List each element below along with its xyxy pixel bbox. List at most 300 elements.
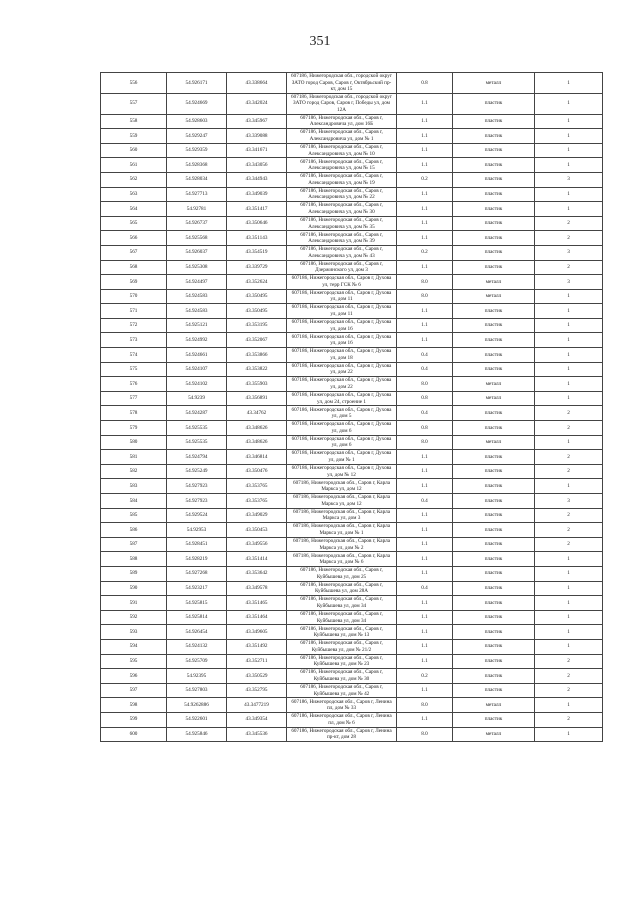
container-count-cell: 3 bbox=[535, 494, 603, 509]
container-volume-cell: 1.1 bbox=[397, 552, 453, 567]
table-row bbox=[101, 625, 603, 640]
row-number-cell: 562 bbox=[101, 172, 167, 187]
latitude-cell: 54.924661 bbox=[167, 348, 227, 363]
container-volume-cell: 1.1 bbox=[397, 333, 453, 348]
address-cell: 607186, Нижегородская обл., Саров г, Духова ул, дом 18 bbox=[287, 348, 397, 363]
address-cell: 607186, Нижегородская обл., Саров г, Духова ул, терр ГСК № 6 bbox=[287, 275, 397, 290]
longitude-cell: 43.34762 bbox=[227, 406, 287, 421]
row-number-cell: 577 bbox=[101, 391, 167, 406]
table-row bbox=[101, 669, 603, 684]
longitude-cell: 43.346814 bbox=[227, 450, 287, 465]
latitude-cell: 54.927803 bbox=[167, 683, 227, 698]
table-row bbox=[101, 289, 603, 304]
container-volume-cell: 1.1 bbox=[397, 187, 453, 202]
latitude-cell: 54.927268 bbox=[167, 566, 227, 581]
container-material-cell: пластик bbox=[453, 187, 535, 202]
container-volume-cell: 1.1 bbox=[397, 610, 453, 625]
address-cell: 607186, Нижегородская обл., Саров г, Александровича ул, дом № 22 bbox=[287, 187, 397, 202]
table-row bbox=[101, 304, 603, 319]
latitude-cell: 54.929359 bbox=[167, 143, 227, 158]
longitude-cell: 43.345536 bbox=[227, 727, 287, 742]
container-count-cell: 1 bbox=[535, 566, 603, 581]
container-material-cell: пластик bbox=[453, 245, 535, 260]
latitude-cell: 54.929247 bbox=[167, 129, 227, 144]
address-cell: 607186, Нижегородская обл., Саров г, Духова ул, дом 22 bbox=[287, 362, 397, 377]
longitude-cell: 43.351492 bbox=[227, 639, 287, 654]
longitude-cell: 43.349578 bbox=[227, 581, 287, 596]
container-count-cell: 2 bbox=[535, 450, 603, 465]
row-number-cell: 597 bbox=[101, 683, 167, 698]
table-row bbox=[101, 712, 603, 727]
container-count-cell: 2 bbox=[535, 231, 603, 246]
container-material-cell: пластик bbox=[453, 566, 535, 581]
table-row bbox=[101, 639, 603, 654]
table-row bbox=[101, 158, 603, 173]
container-count-cell: 2 bbox=[535, 508, 603, 523]
table-row bbox=[101, 727, 603, 742]
table-row bbox=[101, 143, 603, 158]
container-material-cell: пластик bbox=[453, 406, 535, 421]
container-count-cell: 1 bbox=[535, 187, 603, 202]
longitude-cell: 43.349039 bbox=[227, 187, 287, 202]
longitude-cell: 43.348626 bbox=[227, 435, 287, 450]
longitude-cell: 43.353642 bbox=[227, 566, 287, 581]
container-material-cell: пластик bbox=[453, 450, 535, 465]
address-cell: 607186, Нижегородская обл., Саров г, Александровича ул, дом № 30 bbox=[287, 202, 397, 217]
longitude-cell: 43.349605 bbox=[227, 625, 287, 640]
container-volume-cell: 1.1 bbox=[397, 654, 453, 669]
table-row bbox=[101, 464, 603, 479]
container-material-cell: пластик bbox=[453, 333, 535, 348]
container-volume-cell: 1.1 bbox=[397, 537, 453, 552]
container-material-cell: пластик bbox=[453, 596, 535, 611]
container-volume-cell: 0.4 bbox=[397, 581, 453, 596]
latitude-cell: 54.928368 bbox=[167, 158, 227, 173]
container-volume-cell: 1.1 bbox=[397, 479, 453, 494]
row-number-cell: 579 bbox=[101, 421, 167, 436]
container-volume-cell: 0.8 bbox=[397, 73, 453, 94]
row-number-cell: 576 bbox=[101, 377, 167, 392]
latitude-cell: 54.925308 bbox=[167, 260, 227, 275]
row-number-cell: 558 bbox=[101, 114, 167, 129]
container-volume-cell: 0.8 bbox=[397, 391, 453, 406]
longitude-cell: 43.3477219 bbox=[227, 698, 287, 713]
container-volume-cell: 1.1 bbox=[397, 318, 453, 333]
container-material-cell: пластик bbox=[453, 494, 535, 509]
latitude-cell: 54.925535 bbox=[167, 435, 227, 450]
table-row bbox=[101, 231, 603, 246]
container-material-cell: металл bbox=[453, 727, 535, 742]
latitude-cell: 54.926454 bbox=[167, 625, 227, 640]
latitude-cell: 54.924132 bbox=[167, 639, 227, 654]
container-material-cell: пластик bbox=[453, 231, 535, 246]
latitude-cell: 54.924497 bbox=[167, 275, 227, 290]
longitude-cell: 43.352067 bbox=[227, 333, 287, 348]
address-cell: 607186, Нижегородская обл., Саров г, Александровича ул, дом № 39 bbox=[287, 231, 397, 246]
container-volume-cell: 0.4 bbox=[397, 406, 453, 421]
table-row bbox=[101, 318, 603, 333]
row-number-cell: 600 bbox=[101, 727, 167, 742]
container-volume-cell: 1.1 bbox=[397, 450, 453, 465]
row-number-cell: 588 bbox=[101, 552, 167, 567]
address-cell: 607186, Нижегородская обл., Саров г, Карла Маркса ул, дом № 6 bbox=[287, 552, 397, 567]
container-material-cell: металл bbox=[453, 289, 535, 304]
address-cell: 607186, Нижегородская обл., Саров г, Куйбышева ул, дом № 30 bbox=[287, 669, 397, 684]
container-material-cell: пластик bbox=[453, 552, 535, 567]
latitude-cell: 54.9239 bbox=[167, 391, 227, 406]
container-count-cell: 2 bbox=[535, 537, 603, 552]
container-volume-cell: 1.1 bbox=[397, 712, 453, 727]
row-number-cell: 575 bbox=[101, 362, 167, 377]
table-row bbox=[101, 610, 603, 625]
container-volume-cell: 1.1 bbox=[397, 231, 453, 246]
row-number-cell: 581 bbox=[101, 450, 167, 465]
container-volume-cell: 8.0 bbox=[397, 275, 453, 290]
table-row bbox=[101, 260, 603, 275]
row-number-cell: 591 bbox=[101, 596, 167, 611]
table-row bbox=[101, 187, 603, 202]
container-volume-cell: 1.1 bbox=[397, 114, 453, 129]
row-number-cell: 590 bbox=[101, 581, 167, 596]
longitude-cell: 43.351143 bbox=[227, 231, 287, 246]
longitude-cell: 43.343056 bbox=[227, 158, 287, 173]
row-number-cell: 564 bbox=[101, 202, 167, 217]
container-count-cell: 1 bbox=[535, 698, 603, 713]
longitude-cell: 43.353195 bbox=[227, 318, 287, 333]
container-volume-cell: 1.1 bbox=[397, 625, 453, 640]
container-count-cell: 1 bbox=[535, 129, 603, 144]
container-volume-cell: 1.1 bbox=[397, 304, 453, 319]
address-cell: 607186, Нижегородская обл., Саров г, Духова ул, дом 16 bbox=[287, 333, 397, 348]
table-row bbox=[101, 377, 603, 392]
container-material-cell: пластик bbox=[453, 348, 535, 363]
container-material-cell: пластик bbox=[453, 114, 535, 129]
longitude-cell: 43.354519 bbox=[227, 245, 287, 260]
container-material-cell: пластик bbox=[453, 318, 535, 333]
container-count-cell: 1 bbox=[535, 610, 603, 625]
address-cell: 607186, Нижегородская обл., Саров г, Александровича ул, дом № 19 bbox=[287, 172, 397, 187]
longitude-cell: 43.339088 bbox=[227, 129, 287, 144]
latitude-cell: 54.928603 bbox=[167, 114, 227, 129]
latitude-cell: 54.92395 bbox=[167, 669, 227, 684]
longitude-cell: 43.352795 bbox=[227, 683, 287, 698]
latitude-cell: 54.924794 bbox=[167, 450, 227, 465]
container-count-cell: 1 bbox=[535, 639, 603, 654]
latitude-cell: 54.925535 bbox=[167, 421, 227, 436]
container-volume-cell: 1.1 bbox=[397, 464, 453, 479]
container-volume-cell: 8.0 bbox=[397, 698, 453, 713]
container-count-cell: 3 bbox=[535, 275, 603, 290]
longitude-cell: 43.344943 bbox=[227, 172, 287, 187]
longitude-cell: 43.348626 bbox=[227, 421, 287, 436]
registry-table-body bbox=[101, 73, 603, 742]
container-volume-cell: 1.1 bbox=[397, 596, 453, 611]
container-count-cell: 2 bbox=[535, 406, 603, 421]
address-cell: 607186, Нижегородская обл., Саров г, Куйбышева ул, дом № 21/2 bbox=[287, 639, 397, 654]
container-volume-cell: 1.1 bbox=[397, 508, 453, 523]
table-row bbox=[101, 93, 603, 114]
longitude-cell: 43.339729 bbox=[227, 260, 287, 275]
address-cell: 607186, Нижегородская обл., Саров г, Дзержинского ул, дом 3 bbox=[287, 260, 397, 275]
longitude-cell: 43.349354 bbox=[227, 712, 287, 727]
row-number-cell: 563 bbox=[101, 187, 167, 202]
row-number-cell: 586 bbox=[101, 523, 167, 538]
address-cell: 607186, Нижегородская обл., городской округ ЗАТО город Саров, Саров г, Победы ул, дом 12А bbox=[287, 93, 397, 114]
container-count-cell: 1 bbox=[535, 625, 603, 640]
container-material-cell: пластик bbox=[453, 143, 535, 158]
container-volume-cell: 0.4 bbox=[397, 348, 453, 363]
longitude-cell: 43.353765 bbox=[227, 479, 287, 494]
container-count-cell: 1 bbox=[535, 289, 603, 304]
longitude-cell: 43.353822 bbox=[227, 362, 287, 377]
container-volume-cell: 1.1 bbox=[397, 683, 453, 698]
table-row bbox=[101, 333, 603, 348]
longitude-cell: 43.350529 bbox=[227, 669, 287, 684]
address-cell: 607186, Нижегородская обл., Саров г, Александровича ул, дом № 43 bbox=[287, 245, 397, 260]
longitude-cell: 43.353866 bbox=[227, 348, 287, 363]
container-material-cell: пластик bbox=[453, 129, 535, 144]
address-cell: 607186, Нижегородская обл., Саров г, Дуxова ул, дом 5 bbox=[287, 406, 397, 421]
row-number-cell: 594 bbox=[101, 639, 167, 654]
address-cell: 607186, Нижегородская обл., Саров г, Куйбышева ул, дом 25 bbox=[287, 566, 397, 581]
container-count-cell: 1 bbox=[535, 143, 603, 158]
container-count-cell: 1 bbox=[535, 377, 603, 392]
row-number-cell: 561 bbox=[101, 158, 167, 173]
container-count-cell: 2 bbox=[535, 669, 603, 684]
address-cell: 607186, Нижегородская обл., Саров г, Духова ул, дом 6 bbox=[287, 421, 397, 436]
address-cell: 607186, Нижегородская обл., Саров г, Духова ул, дом 6 bbox=[287, 435, 397, 450]
latitude-cell: 54.925249 bbox=[167, 464, 227, 479]
latitude-cell: 54.928451 bbox=[167, 537, 227, 552]
latitude-cell: 54.926171 bbox=[167, 73, 227, 94]
row-number-cell: 592 bbox=[101, 610, 167, 625]
address-cell: 607186, Нижегородская обл., Саров г, Александровича ул, дом № 35 bbox=[287, 216, 397, 231]
table-row bbox=[101, 362, 603, 377]
table-row bbox=[101, 348, 603, 363]
container-volume-cell: 8.0 bbox=[397, 377, 453, 392]
latitude-cell: 54.924107 bbox=[167, 362, 227, 377]
longitude-cell: 43.349029 bbox=[227, 508, 287, 523]
container-count-cell: 1 bbox=[535, 552, 603, 567]
row-number-cell: 566 bbox=[101, 231, 167, 246]
container-volume-cell: 1.1 bbox=[397, 158, 453, 173]
container-material-cell: пластик bbox=[453, 93, 535, 114]
container-count-cell: 2 bbox=[535, 421, 603, 436]
row-number-cell: 557 bbox=[101, 93, 167, 114]
container-volume-cell: 1.1 bbox=[397, 260, 453, 275]
longitude-cell: 43.350646 bbox=[227, 216, 287, 231]
container-material-cell: металл bbox=[453, 275, 535, 290]
container-count-cell: 1 bbox=[535, 304, 603, 319]
row-number-cell: 595 bbox=[101, 654, 167, 669]
latitude-cell: 54.925814 bbox=[167, 610, 227, 625]
latitude-cell: 54.927923 bbox=[167, 494, 227, 509]
address-cell: 607186, Нижегородская обл., Саров г, Ленина пл, дом № 6 bbox=[287, 712, 397, 727]
table-row bbox=[101, 596, 603, 611]
container-volume-cell: 0.2 bbox=[397, 245, 453, 260]
address-cell: 607186, Нижегородская обл., Саров г, Духова ул, дом 24, строение 1 bbox=[287, 391, 397, 406]
longitude-cell: 43.350495 bbox=[227, 289, 287, 304]
table-row bbox=[101, 450, 603, 465]
row-number-cell: 559 bbox=[101, 129, 167, 144]
table-row bbox=[101, 523, 603, 538]
row-number-cell: 598 bbox=[101, 698, 167, 713]
address-cell: 607186, Нижегородская обл., Саров г, Куйбышева ул, дом № 42 bbox=[287, 683, 397, 698]
row-number-cell: 571 bbox=[101, 304, 167, 319]
longitude-cell: 43.341671 bbox=[227, 143, 287, 158]
row-number-cell: 573 bbox=[101, 333, 167, 348]
container-material-cell: пластик bbox=[453, 260, 535, 275]
row-number-cell: 568 bbox=[101, 260, 167, 275]
container-material-cell: пластик bbox=[453, 216, 535, 231]
table-row bbox=[101, 494, 603, 509]
latitude-cell: 54.9262886 bbox=[167, 698, 227, 713]
latitude-cell: 54.92781 bbox=[167, 202, 227, 217]
container-volume-cell: 1.1 bbox=[397, 639, 453, 654]
container-count-cell: 1 bbox=[535, 158, 603, 173]
longitude-cell: 43.350453 bbox=[227, 523, 287, 538]
container-material-cell: металл bbox=[453, 435, 535, 450]
registry-table bbox=[100, 72, 603, 742]
address-cell: 607186, Нижегородская обл., Саров г, Карла Маркса ул, дом № 2 bbox=[287, 537, 397, 552]
container-count-cell: 1 bbox=[535, 391, 603, 406]
longitude-cell: 43.350476 bbox=[227, 464, 287, 479]
container-material-cell: пластик bbox=[453, 683, 535, 698]
container-volume-cell: 0.8 bbox=[397, 421, 453, 436]
container-material-cell: металл bbox=[453, 377, 535, 392]
latitude-cell: 54.928034 bbox=[167, 172, 227, 187]
longitude-cell: 43.351464 bbox=[227, 610, 287, 625]
latitude-cell: 54.925121 bbox=[167, 318, 227, 333]
latitude-cell: 54.925815 bbox=[167, 596, 227, 611]
container-volume-cell: 8.0 bbox=[397, 289, 453, 304]
row-number-cell: 584 bbox=[101, 494, 167, 509]
container-count-cell: 1 bbox=[535, 93, 603, 114]
row-number-cell: 560 bbox=[101, 143, 167, 158]
container-material-cell: металл bbox=[453, 391, 535, 406]
page-number: 351 bbox=[309, 34, 331, 49]
address-cell: 607186, Нижегородская обл., Саров г, Ленина пр-кт, дом 28 bbox=[287, 727, 397, 742]
latitude-cell: 54.928219 bbox=[167, 552, 227, 567]
row-number-cell: 570 bbox=[101, 289, 167, 304]
container-count-cell: 2 bbox=[535, 464, 603, 479]
address-cell: 607186, Нижегородская обл., Саров г, Александровича ул, дом 16Б bbox=[287, 114, 397, 129]
address-cell: 607186, Нижегородская обл., Саров г, Карла Маркса ул, дом № 1 bbox=[287, 523, 397, 538]
longitude-cell: 43.338664 bbox=[227, 73, 287, 94]
container-material-cell: пластик bbox=[453, 625, 535, 640]
address-cell: 607186, Нижегородская обл., Саров г, Александровича ул, дом № 1 bbox=[287, 129, 397, 144]
longitude-cell: 43.351417 bbox=[227, 202, 287, 217]
table-row bbox=[101, 202, 603, 217]
address-cell: 607186, Нижегородская обл., Саров г, Карла Маркса ул, дом 12 bbox=[287, 494, 397, 509]
container-count-cell: 1 bbox=[535, 202, 603, 217]
container-volume-cell: 1.1 bbox=[397, 93, 453, 114]
container-material-cell: пластик bbox=[453, 712, 535, 727]
container-material-cell: пластик bbox=[453, 610, 535, 625]
container-count-cell: 1 bbox=[535, 581, 603, 596]
latitude-cell: 54.924583 bbox=[167, 304, 227, 319]
container-material-cell: пластик bbox=[453, 669, 535, 684]
container-count-cell: 1 bbox=[535, 348, 603, 363]
latitude-cell: 54.927923 bbox=[167, 479, 227, 494]
address-cell: 607186, Нижегородская обл., городской округ ЗАТО город Саров, Саров г, Октябрьский пр-кт, дом 15 bbox=[287, 73, 397, 94]
container-volume-cell: 0.2 bbox=[397, 172, 453, 187]
latitude-cell: 54.926737 bbox=[167, 216, 227, 231]
row-number-cell: 565 bbox=[101, 216, 167, 231]
row-number-cell: 589 bbox=[101, 566, 167, 581]
table-row bbox=[101, 566, 603, 581]
container-material-cell: пластик bbox=[453, 172, 535, 187]
address-cell: 607186, Нижегородская обл., Саров г, Духова ул, дом 16 bbox=[287, 318, 397, 333]
table-row bbox=[101, 114, 603, 129]
row-number-cell: 567 bbox=[101, 245, 167, 260]
address-cell: 607186, Нижегородская обл., Саров г, Духова ул, дом 11 bbox=[287, 304, 397, 319]
container-material-cell: пластик bbox=[453, 479, 535, 494]
container-count-cell: 2 bbox=[535, 260, 603, 275]
longitude-cell: 43.351414 bbox=[227, 552, 287, 567]
address-cell: 607186, Нижегородская обл., Саров г, Куйбышева ул, дом № 13 bbox=[287, 625, 397, 640]
container-material-cell: металл bbox=[453, 73, 535, 94]
longitude-cell: 43.355903 bbox=[227, 377, 287, 392]
longitude-cell: 43.351465 bbox=[227, 596, 287, 611]
container-volume-cell: 8.0 bbox=[397, 435, 453, 450]
table-row bbox=[101, 537, 603, 552]
table-row bbox=[101, 508, 603, 523]
address-cell: 607186, Нижегородская обл., Саров г, Александровича ул, дом № 10 bbox=[287, 143, 397, 158]
address-cell: 607186, Нижегородская обл., Саров г, Духова ул, дом 22 bbox=[287, 377, 397, 392]
row-number-cell: 599 bbox=[101, 712, 167, 727]
latitude-cell: 54.926037 bbox=[167, 245, 227, 260]
row-number-cell: 596 bbox=[101, 669, 167, 684]
latitude-cell: 54.925568 bbox=[167, 231, 227, 246]
container-volume-cell: 1.1 bbox=[397, 143, 453, 158]
table-row bbox=[101, 245, 603, 260]
longitude-cell: 43.352624 bbox=[227, 275, 287, 290]
row-number-cell: 556 bbox=[101, 73, 167, 94]
latitude-cell: 54.924583 bbox=[167, 289, 227, 304]
container-volume-cell: 1.1 bbox=[397, 216, 453, 231]
container-material-cell: пластик bbox=[453, 202, 535, 217]
latitude-cell: 54.924669 bbox=[167, 93, 227, 114]
table-row bbox=[101, 172, 603, 187]
container-count-cell: 1 bbox=[535, 435, 603, 450]
row-number-cell: 585 bbox=[101, 508, 167, 523]
table-row bbox=[101, 698, 603, 713]
table-row bbox=[101, 552, 603, 567]
latitude-cell: 54.924102 bbox=[167, 377, 227, 392]
latitude-cell: 54.922601 bbox=[167, 712, 227, 727]
row-number-cell: 582 bbox=[101, 464, 167, 479]
latitude-cell: 54.924992 bbox=[167, 333, 227, 348]
container-volume-cell: 1.1 bbox=[397, 129, 453, 144]
table-row bbox=[101, 73, 603, 94]
container-count-cell: 3 bbox=[535, 245, 603, 260]
latitude-cell: 54.92953 bbox=[167, 523, 227, 538]
address-cell: 607186, Нижегородская обл., Саров г, Куйбышева ул, дом 34 bbox=[287, 596, 397, 611]
container-material-cell: металл bbox=[453, 698, 535, 713]
latitude-cell: 54.929524 bbox=[167, 508, 227, 523]
container-material-cell: пластик bbox=[453, 537, 535, 552]
container-count-cell: 2 bbox=[535, 654, 603, 669]
address-cell: 607186, Нижегородская обл., Саров г, Куйбышева ул, дом № 23 bbox=[287, 654, 397, 669]
container-count-cell: 1 bbox=[535, 73, 603, 94]
latitude-cell: 54.927713 bbox=[167, 187, 227, 202]
address-cell: 607186, Нижегородская обл., Саров г, Духова ул, дом № 1 bbox=[287, 450, 397, 465]
longitude-cell: 43.352711 bbox=[227, 654, 287, 669]
longitude-cell: 43.342024 bbox=[227, 93, 287, 114]
container-material-cell: пластик bbox=[453, 523, 535, 538]
container-count-cell: 1 bbox=[535, 479, 603, 494]
